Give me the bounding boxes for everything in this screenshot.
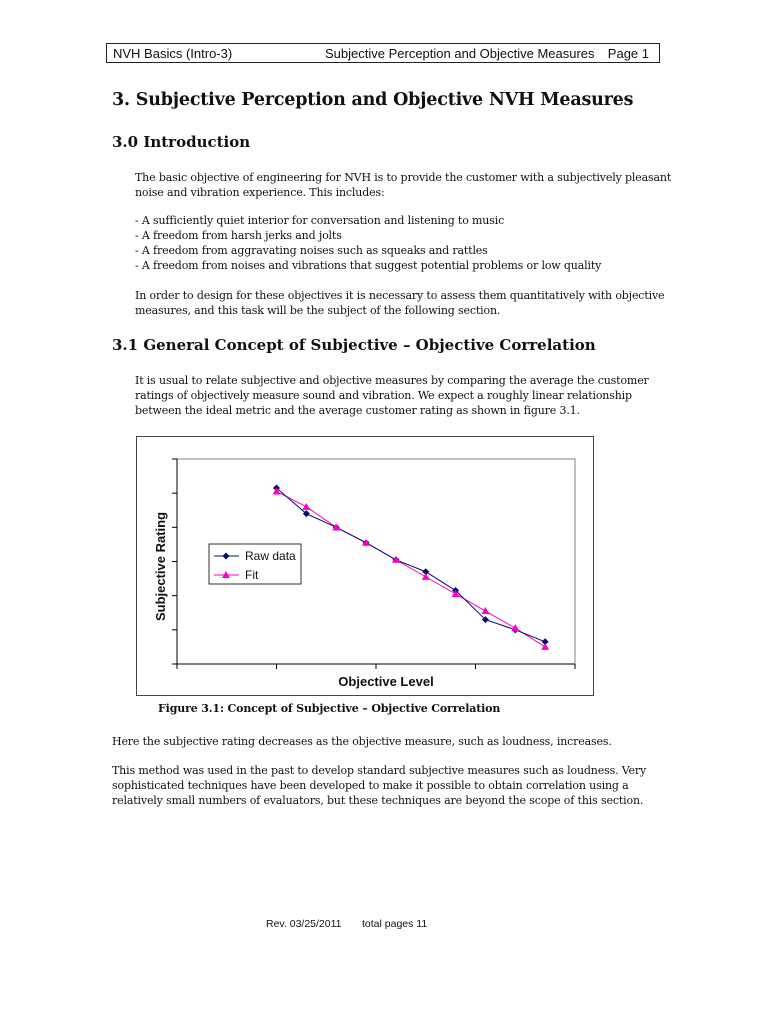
- legend-label: Fit: [245, 568, 259, 582]
- list-item: - A freedom from aggravating noises such as squeaks and rattles: [135, 244, 488, 257]
- figure-frame: [136, 436, 594, 696]
- header-page-number: Page 1: [607, 46, 649, 61]
- legend-label: Raw data: [245, 549, 296, 563]
- footer-total-pages: total pages 11: [362, 918, 428, 930]
- footer-revision: Rev. 03/25/2011: [266, 918, 342, 930]
- correlation-chart: [137, 437, 593, 695]
- section-heading-correlation: 3.1 General Concept of Subjective – Objective Correlation: [112, 336, 596, 354]
- y-axis-label: Subjective Rating: [153, 511, 168, 622]
- header-doc-title: NVH Basics (Intro-3): [113, 46, 233, 61]
- figure-caption: Figure 3.1: Concept of Subjective – Objective Correlation: [158, 702, 501, 715]
- running-header: [106, 43, 660, 63]
- header-chapter-title: Subjective Perception and Objective Measures: [325, 46, 595, 61]
- list-item: - A sufficiently quiet interior for conversation and listening to music: [135, 214, 505, 227]
- design-paragraph: In order to design for these objectives it is necessary to assess them quantitatively with objective measures, and this task will be the subject of the following section.: [135, 289, 665, 317]
- list-item: - A freedom from noises and vibrations that suggest potential problems or low quality: [135, 259, 602, 272]
- section-heading-intro: 3.0 Introduction: [112, 133, 251, 151]
- method-paragraph: This method was used in the past to develop standard subjective measures such as loudness. Very sophisticated techniques have been developed to make it possible to obtain correlation using a relatively small numbers of evaluators, but these techniques are beyond the scope of this section.: [112, 764, 647, 807]
- objectives-list: [135, 213, 601, 273]
- intro-paragraph: The basic objective of engineering for NVH is to provide the customer with a subjectively pleasant noise and vibration experience. This includes:: [135, 171, 672, 199]
- x-axis-label: Objective Level: [338, 674, 434, 689]
- correlation-paragraph: It is usual to relate subjective and objective measures by comparing the average the customer ratings of objectively measure sound and vibration. We expect a roughly linear relationship between the ideal metric and the average customer rating as shown in figure 3.1.: [135, 374, 649, 417]
- list-item: - A freedom from harsh jerks and jolts: [135, 229, 342, 242]
- chapter-heading: 3. Subjective Perception and Objective NVH Measures: [112, 90, 634, 110]
- result-paragraph: Here the subjective rating decreases as the objective measure, such as loudness, increases.: [112, 735, 612, 748]
